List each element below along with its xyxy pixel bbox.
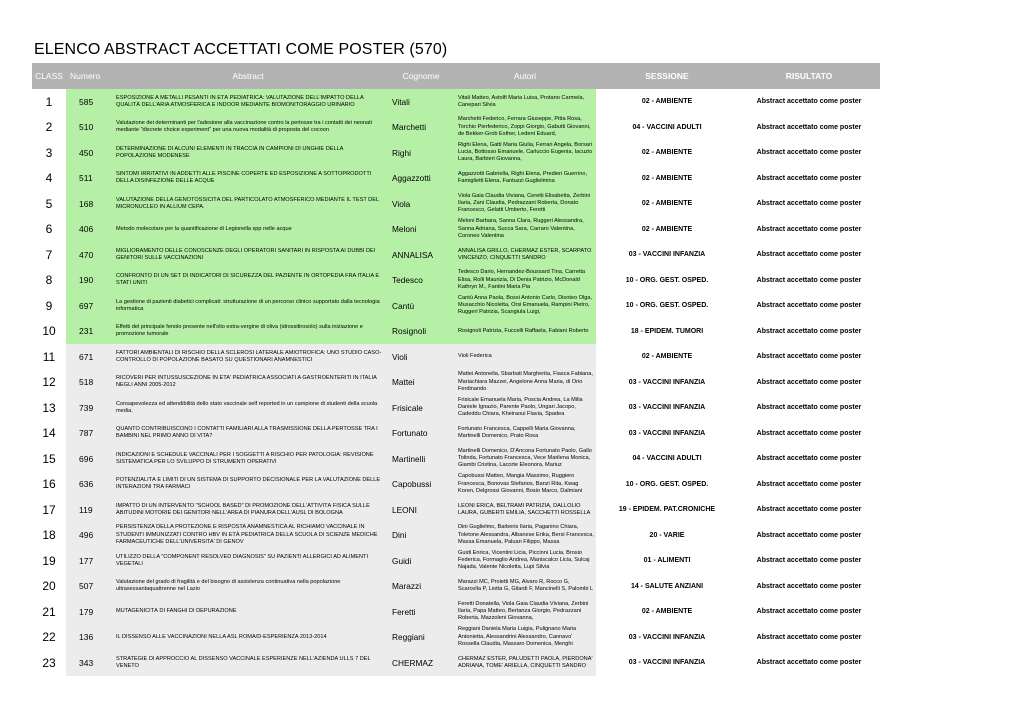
abstract-text: Metodo molecolare per la quantificazione di Legionella spp nelle acque — [116, 225, 292, 232]
table-row — [32, 625, 880, 651]
table-row — [32, 268, 880, 294]
row-cognome-cell: Viola — [388, 191, 454, 217]
abstract-text: Effetti del principale fenolo presente nell'olio extra-vergine di oliva (idrossitirosolo) sulla iniziazione e promozione tumorale — [116, 324, 363, 338]
row-cognome-cell: Cantù — [388, 293, 454, 319]
row-cognome-cell: LEONI — [388, 497, 454, 523]
row-abstract-cell — [108, 497, 388, 523]
row-risultato-cell: Abstract accettato come poster — [756, 174, 862, 182]
row-cognome-cell: Frisicale — [388, 395, 454, 421]
row-risultato-cell: Abstract accettato come poster — [756, 506, 862, 514]
col-header-autori: Autori — [454, 63, 596, 89]
row-risultato-cell: Abstract accettato come poster — [756, 276, 862, 284]
abstract-text: IL DISSENSO ALLE VACCINAZIONI NELLA ASL ROMA/D-ESPERIENZA 2013-2014 — [116, 633, 327, 640]
autori-text: LEONI ERICA, BELTRAMI PATRIZIA, DALLOLIO LAURA, GUBERTI EMILIA, SACCHETTI ROSSELLA — [458, 502, 591, 516]
row-autori-cell — [454, 191, 596, 217]
row-cognome-cell: Guidi — [388, 548, 454, 574]
table-row — [32, 242, 880, 268]
row-sessione-cell: 10 - ORG. GEST. OSPED. — [625, 302, 709, 310]
row-class-cell: 17 — [42, 502, 56, 517]
row-cognome-cell: Marazzi — [388, 574, 454, 600]
row-numero-cell: 343 — [66, 650, 108, 676]
row-numero-cell: 136 — [66, 625, 108, 651]
row-numero-cell: 496 — [66, 523, 108, 549]
row-sessione-cell: 02 - AMBIENTE — [641, 225, 693, 233]
abstract-text: QUANTO CONTRIBUISCONO I CONTATTI FAMILIARI ALLA TRASMISSIONE DELLA PERTOSSE TRA I BAMBINI NEL PRIMO ANNO DI VITA? — [116, 426, 378, 440]
table-row — [32, 472, 880, 498]
row-cognome-cell: Tedesco — [388, 268, 454, 294]
row-numero-cell: 518 — [66, 370, 108, 396]
row-sessione-cell: 03 - VACCINI INFANZIA — [628, 633, 706, 641]
row-sessione-cell: 02 - AMBIENTE — [641, 608, 693, 616]
row-cognome-cell: Mattei — [388, 370, 454, 396]
row-autori-cell — [454, 344, 596, 370]
row-class-cell: 14 — [42, 426, 56, 441]
row-cognome-cell: Fortunato — [388, 421, 454, 447]
autori-text: Violi Federica — [458, 353, 492, 360]
col-header-risultato: RISULTATO — [738, 63, 880, 89]
row-numero-cell: 168 — [66, 191, 108, 217]
row-sessione-cell: 10 - ORG. GEST. OSPED. — [625, 480, 709, 488]
table-row — [32, 217, 880, 243]
row-risultato-cell: Abstract accettato come poster — [756, 455, 862, 463]
autori-text: Capobussi Matteo, Mangia Massimo, Ruggiero Francesca, Bonovas Stefanos, Banzi Rita, Kwag Koren, Delgrossi Giovanni, Bosio Marco, Dalmiani — [458, 473, 583, 494]
row-sessione-cell: 03 - VACCINI INFANZIA — [628, 378, 706, 386]
row-sessione-cell: 14 - SALUTE ANZIANI — [630, 582, 704, 590]
row-autori-cell — [454, 523, 596, 549]
row-risultato-cell: Abstract accettato come poster — [756, 404, 862, 412]
row-risultato-cell: Abstract accettato come poster — [756, 98, 862, 106]
row-abstract-cell — [108, 268, 388, 294]
table-row — [32, 115, 880, 141]
row-risultato-cell: Abstract accettato come poster — [756, 633, 862, 641]
row-abstract-cell — [108, 395, 388, 421]
row-abstract-cell — [108, 191, 388, 217]
abstract-text: ESPOSIZIONE A METALLI PESANTI IN ETÀ PEDIATRICA: VALUTAZIONE DELL'IMPATTO DELLA QUALITÀ DELL'ARIA ATMOSFERICA E INDOOR MEDIANTE BIOMONITORAGGIO URINARIO — [116, 94, 364, 108]
row-sessione-cell: 03 - VACCINI INFANZIA — [628, 251, 706, 259]
row-class-cell: 6 — [45, 222, 53, 237]
abstract-text: Valutazione del grado di fragilità e del bisogno di assistenza continuativa nella popolazione ultrasessantaquattrenne nel Lazio — [116, 579, 341, 593]
table-row — [32, 446, 880, 472]
row-risultato-cell: Abstract accettato come poster — [756, 302, 862, 310]
row-numero-cell: 511 — [66, 166, 108, 192]
row-numero-cell: 739 — [66, 395, 108, 421]
row-class-cell: 12 — [42, 375, 56, 390]
row-cognome-cell: Violi — [388, 344, 454, 370]
row-sessione-cell: 02 - AMBIENTE — [641, 98, 693, 106]
row-class-cell: 9 — [45, 298, 53, 313]
row-class-cell: 1 — [45, 94, 53, 109]
row-cognome-cell: Reggiani — [388, 625, 454, 651]
row-risultato-cell: Abstract accettato come poster — [756, 531, 862, 539]
table-row — [32, 497, 880, 523]
row-autori-cell — [454, 395, 596, 421]
row-risultato-cell: Abstract accettato come poster — [756, 608, 862, 616]
table-row — [32, 650, 880, 676]
row-abstract-cell — [108, 574, 388, 600]
col-header-numero: Numero — [66, 63, 108, 89]
autori-text: Meloni Barbara, Sanna Clara, Ruggeri Alessandra, Sanna Adriana, Succa Sara, Carraro Valentina, Coroneo Valentina — [458, 218, 584, 239]
abstract-text: DETERMINAZIONE DI ALCUNI ELEMENTI IN TRACCIA IN CAMPIONI DI UNGHIE DELLA POPOLAZIONE MODENESE — [116, 145, 344, 159]
autori-text: Martinelli Domenico, D'Ancona Fortunato Paolo, Gallo Tolinda, Fortunato Francesca, Vece Marilena Monica, Giambi Cristina, Lacorte Eleonora, Mariuz — [458, 447, 592, 469]
row-numero-cell: 585 — [66, 89, 108, 115]
autori-text: Feretti Donatella, Viola Gaia Claudia Viviana, Zerbini Ilaria, Papa Matteo, Bertanza Giorgio, Pedrazzani Roberta, Mazzoleni Giovanna, — [458, 600, 589, 622]
row-sessione-cell: 04 - VACCINI ADULTI — [632, 123, 702, 131]
abstract-text: UTILIZZO DELLA "COMPONENT RESOLVED DIAGNOSIS" SU PAZIENTI ALLERGICI AD ALIMENTI VEGETALI — [116, 553, 369, 567]
abstract-table — [32, 63, 880, 676]
row-risultato-cell: Abstract accettato come poster — [756, 327, 862, 335]
row-autori-cell — [454, 446, 596, 472]
table-row — [32, 395, 880, 421]
col-header-cognome: Cognome — [388, 63, 454, 89]
autori-text: Guidi Enrica, Vicentini Licia, Piccinni Lucia, Brosio Federica, Formaglio Andrea, Maniscalco Licia, Sulcaj Najada, Valente Nicoletta, Lupi Silvia — [458, 549, 590, 571]
row-cognome-cell: Dini — [388, 523, 454, 549]
autori-text: Vitali Matteo, Astolfi Maria Luisa, Protano Carmela, Canepari Silvia — [458, 94, 585, 108]
row-numero-cell: 510 — [66, 115, 108, 141]
table-row — [32, 191, 880, 217]
table-row — [32, 344, 880, 370]
row-abstract-cell — [108, 344, 388, 370]
autori-text: Tedesco Dario, Hernandez-Boussard Tina, Carretta Elisa, Rolli Maurizia, Di Denia Patrizio, McDonald Kathryn M., Fantini Maria Pia — [458, 269, 586, 290]
row-risultato-cell: Abstract accettato come poster — [756, 557, 862, 565]
row-autori-cell — [454, 574, 596, 600]
row-autori-cell — [454, 548, 596, 574]
row-risultato-cell: Abstract accettato come poster — [756, 378, 862, 386]
row-cognome-cell: Vitali — [388, 89, 454, 115]
row-risultato-cell: Abstract accettato come poster — [756, 429, 862, 437]
abstract-text: INDICAZIONI E SCHEDULE VACCINALI PER I SOGGETTI A RISCHIO PER PATOLOGIA: REVISIONE SISTEMATICA PER LO SVILUPPO DI STRUMENTI OPERATIVI — [116, 451, 374, 465]
row-sessione-cell: 19 - EPIDEM. PAT.CRONICHE — [618, 506, 716, 514]
row-autori-cell — [454, 599, 596, 625]
row-risultato-cell: Abstract accettato come poster — [756, 353, 862, 361]
row-autori-cell — [454, 650, 596, 676]
row-sessione-cell: 03 - VACCINI INFANZIA — [628, 429, 706, 437]
row-class-cell: 10 — [42, 324, 56, 339]
row-abstract-cell — [108, 115, 388, 141]
row-risultato-cell: Abstract accettato come poster — [756, 149, 862, 157]
row-class-cell: 5 — [45, 196, 53, 211]
row-numero-cell: 671 — [66, 344, 108, 370]
row-class-cell: 18 — [42, 528, 56, 543]
table-row — [32, 421, 880, 447]
row-autori-cell — [454, 319, 596, 345]
row-autori-cell — [454, 217, 596, 243]
row-risultato-cell: Abstract accettato come poster — [756, 582, 862, 590]
row-cognome-cell: ANNALISA — [388, 242, 454, 268]
row-abstract-cell — [108, 242, 388, 268]
row-cognome-cell: CHERMAZ — [388, 650, 454, 676]
row-risultato-cell: Abstract accettato come poster — [756, 225, 862, 233]
abstract-text: RICOVERI PER INTUSSUSCEZIONE IN ETA' PEDIATRICA ASSOCIATI A GASTROENTERITI IN ITALIA NEGLI ANNI 2005-2012 — [116, 375, 377, 389]
row-cognome-cell: Feretti — [388, 599, 454, 625]
row-sessione-cell: 03 - VACCINI INFANZIA — [628, 404, 706, 412]
col-header-abstract: Abstract — [108, 63, 388, 89]
row-abstract-cell — [108, 650, 388, 676]
row-autori-cell — [454, 497, 596, 523]
row-class-cell: 7 — [45, 247, 53, 262]
row-risultato-cell: Abstract accettato come poster — [756, 200, 862, 208]
table-row — [32, 293, 880, 319]
row-cognome-cell: Capobussi — [388, 472, 454, 498]
row-risultato-cell: Abstract accettato come poster — [756, 123, 862, 131]
row-class-cell: 22 — [42, 630, 56, 645]
row-numero-cell: 787 — [66, 421, 108, 447]
row-abstract-cell — [108, 370, 388, 396]
row-abstract-cell — [108, 472, 388, 498]
row-sessione-cell: 18 - EPIDEM. TUMORI — [630, 327, 704, 335]
row-numero-cell: 450 — [66, 140, 108, 166]
row-class-cell: 8 — [45, 273, 53, 288]
autori-text: CHERMAZ ESTER, PALUDETTI PAOLA, PIERDONA' ADRIANA, TOME' ARIELLA, CINQUETTI SANDRO — [458, 655, 593, 669]
row-abstract-cell — [108, 166, 388, 192]
row-abstract-cell — [108, 293, 388, 319]
row-class-cell: 15 — [42, 451, 56, 466]
abstract-text: STRATEGIE DI APPROCCIO AL DISSENSO VACCINALE ESPERIENZE NELL'AZIENDA ULLS 7 DEL VENETO — [116, 655, 371, 669]
abstract-text: MUTAGENICITÀ DI FANGHI DI DEPURAZIONE — [116, 608, 237, 615]
row-risultato-cell: Abstract accettato come poster — [756, 480, 862, 488]
row-abstract-cell — [108, 140, 388, 166]
autori-text: Cantù Anna Paola, Bossi Antonio Carlo, Disoteo Olga, Musacchio Nicoletta, Orsi Emanuela, Rampini Pietro, Ruggeri Patrizia, Scangiula Luigi, — [458, 294, 593, 316]
autori-text: Rosignoli Patrizia, Fuccelli Raffaela, Fabiani Roberto — [458, 327, 589, 334]
row-numero-cell: 696 — [66, 446, 108, 472]
row-abstract-cell — [108, 217, 388, 243]
autori-text: Viola Gaia Claudia Viviana, Ceretti Elisabetta, Zerbini Ilaria, Zani Claudia, Pedrazzani Roberta, Donato Francesco, Gelatti Umberto, Feretti — [458, 192, 590, 214]
row-numero-cell: 190 — [66, 268, 108, 294]
table-row — [32, 574, 880, 600]
row-abstract-cell — [108, 599, 388, 625]
autori-text: Marazzi MC, Proietti MG, Alvaro R, Rocco G, Scarcella P, Liotta G, Gilardi F, Mancinelli S, Palombi L — [458, 579, 594, 593]
table-row — [32, 140, 880, 166]
row-autori-cell — [454, 293, 596, 319]
row-autori-cell — [454, 472, 596, 498]
row-abstract-cell — [108, 548, 388, 574]
row-class-cell: 4 — [45, 171, 53, 186]
abstract-text: PERSISTENZA DELLA PROTEZIONE E RISPOSTA ANAMNESTICA AL RICHIAMO VACCINALE IN STUDENTI IMMUNIZZATI CONTRO HBV IN ETÀ PEDIATRICA DELLA SCUOLA DI SCIENZE MEDICHE FARMACEUTICHE DELL'UNIVERSITA' DI GENOV — [116, 524, 378, 545]
row-sessione-cell: 10 - ORG. GEST. OSPED. — [625, 276, 709, 284]
row-abstract-cell — [108, 523, 388, 549]
abstract-text: POTENZIALITÀ E LIMITI DI UN SISTEMA DI SUPPORTO DECISIONALE PER LA VALUTAZIONE DELLE INTERAZIONI TRA FARMACI — [116, 477, 381, 491]
table-row — [32, 548, 880, 574]
abstract-text: SINTOMI IRRITATIVI IN ADDETTI ALLE PISCINE COPERTE ED ESPOSIZIONE A SOTTOPRODOTTI DELLA DISINFEZIONE DELLE ACQUE — [116, 171, 372, 185]
row-class-cell: 16 — [42, 477, 56, 492]
autori-text: Dini Guglielmo, Barberis Ilaria, Paganino Chiara, Toletone Alessandra, Albanese Erika, Bersi Francesca, Massa Emanuela, Paluan Filippo, Massa — [458, 524, 594, 545]
row-class-cell: 21 — [42, 604, 56, 619]
header-row — [32, 63, 880, 89]
row-autori-cell — [454, 268, 596, 294]
row-class-cell: 20 — [42, 579, 56, 594]
row-autori-cell — [454, 370, 596, 396]
row-autori-cell — [454, 89, 596, 115]
abstract-text: IMPATTO DI UN INTERVENTO "SCHOOL BASED" DI PROMOZIONE DELL'ATTIVITÀ FISICA SULLE ABITUDINI MOTORIE DEI GENITORI NELL'AREA DI PIANURA DELL'AUSL DI BOLOGNA — [116, 502, 370, 516]
row-autori-cell — [454, 421, 596, 447]
abstract-text: CONFRONTO DI UN SET DI INDICATORI DI SICUREZZA DEL PAZIENTE IN ORTOPEDIA FRA ITALIA E STATI UNITI — [116, 273, 380, 287]
row-numero-cell: 507 — [66, 574, 108, 600]
table-row — [32, 89, 880, 115]
row-sessione-cell: 02 - AMBIENTE — [641, 149, 693, 157]
row-numero-cell: 697 — [66, 293, 108, 319]
row-cognome-cell: Righi — [388, 140, 454, 166]
row-class-cell: 13 — [42, 400, 56, 415]
row-cognome-cell: Marchetti — [388, 115, 454, 141]
row-numero-cell: 470 — [66, 242, 108, 268]
col-header-sessione: SESSIONE — [596, 63, 738, 89]
row-class-cell: 11 — [42, 349, 56, 364]
row-autori-cell — [454, 140, 596, 166]
row-sessione-cell: 20 - VARIE — [649, 531, 685, 539]
row-class-cell: 2 — [45, 120, 53, 135]
row-autori-cell — [454, 242, 596, 268]
autori-text: Mattei Antonella, Sbarbati Margherita, Fiasca Fabiana, Mariachiara Mazzei, Angelone Anna Maria, di Orio Ferdinando — [458, 371, 593, 392]
row-risultato-cell: Abstract accettato come poster — [756, 659, 862, 667]
row-numero-cell: 231 — [66, 319, 108, 345]
row-autori-cell — [454, 625, 596, 651]
autori-text: Frisicale Emanuela Maria, Poscia Andrea, La Milia Daniele Ignazio, Parente Paolo, Ungari Jacopo, Cadeddu Chiara, Kheiraoui Flavia, Spadea — [458, 396, 583, 418]
abstract-text: VALUTAZIONE DELLA GENOTOSSICITÀ DEL PARTICOLATO ATMOSFERICO MEDIANTE IL TEST DEL MICRONUCLEO IN ALLIUM CEPA. — [116, 196, 379, 210]
row-sessione-cell: 02 - AMBIENTE — [641, 200, 693, 208]
abstract-text: La gestione di pazienti diabetici complicati: strutturazione di un percorso clinico supportato dalla tecnologia informatica — [116, 298, 380, 312]
row-class-cell: 19 — [42, 553, 56, 568]
row-sessione-cell: 03 - VACCINI INFANZIA — [628, 659, 706, 667]
row-numero-cell: 406 — [66, 217, 108, 243]
autori-text: Reggiani Daniela Maria Luigia, Pulignano Maria Antonietta, Alessandrini Alessandro, Cannavo' Rossella Claudia, Massaro Domenica, Menghi — [458, 626, 577, 647]
abstract-text: MIGLIORAMENTO DELLE CONOSCENZE DEGLI OPERATORI SANITARI IN RISPOSTA AI DUBBI DEI GENITORI SULLE VACCINAZIONI — [116, 247, 376, 261]
row-autori-cell — [454, 115, 596, 141]
row-autori-cell — [454, 166, 596, 192]
row-numero-cell: 636 — [66, 472, 108, 498]
row-abstract-cell — [108, 89, 388, 115]
row-sessione-cell: 04 - VACCINI ADULTI — [632, 455, 702, 463]
table-row — [32, 599, 880, 625]
row-sessione-cell: 01 - ALIMENTI — [643, 557, 691, 565]
col-header-class: CLASS — [32, 63, 66, 89]
row-cognome-cell: Martinelli — [388, 446, 454, 472]
abstract-text: Valutazione dei determinanti per l'adesione alla vaccinazione contro la pertosse tra i contatti dei neonati mediante "discrete choice experiment" per una nuova modalità di proposta del cocoon — [116, 120, 372, 134]
table-row — [32, 523, 880, 549]
autori-text: Fortunato Francesca, Cappelli Maria Giovanna, Martinelli Domenico, Prato Rosa — [458, 426, 576, 440]
row-abstract-cell — [108, 625, 388, 651]
autori-text: Righi Elena, Gatti Maria Giulia, Ferrari Angela, Borsari Lucia, Bottosso Emanuele, Carluccio Eugenia, Iacuzio Laura, Barbieri Giovanna, — [458, 141, 593, 163]
abstract-text: FATTORI AMBIENTALI DI RISCHIO DELLA SCLEROSI LATERALE AMIOTROFICA: UNO STUDIO CASO-CONTROLLO DI POPOLAZIONE BASATO SU QUESTIONARI ANAMNESTICI — [116, 349, 382, 363]
autori-text: Marchetti Federico, Ferrara Giuseppe, Pitta Rosa, Torchio Pierfederico, Zoppi Giorgio, Gabutti Giovanni, de Bekker-Grob Esther, Ledent Eduard, — [458, 116, 591, 137]
row-numero-cell: 179 — [66, 599, 108, 625]
row-class-cell: 23 — [42, 655, 56, 670]
autori-text: Aggazzotti Gabriella, Righi Elena, Predieri Guerrino, Famiglietti Elena, Fantuzzi Guglielmina — [458, 171, 588, 185]
table-row — [32, 166, 880, 192]
row-cognome-cell: Aggazzotti — [388, 166, 454, 192]
row-abstract-cell — [108, 319, 388, 345]
row-numero-cell: 177 — [66, 548, 108, 574]
table-row — [32, 319, 880, 345]
row-cognome-cell: Meloni — [388, 217, 454, 243]
page-title: ELENCO ABSTRACT ACCETTATI COME POSTER (570) — [34, 41, 448, 58]
row-sessione-cell: 02 - AMBIENTE — [641, 174, 693, 182]
row-class-cell: 3 — [45, 145, 53, 160]
row-abstract-cell — [108, 421, 388, 447]
row-numero-cell: 119 — [66, 497, 108, 523]
autori-text: ANNALISA GRILLO, CHERMAZ ESTER, SCARPATO VINCENZO, CINQUETTI SANDRO — [458, 247, 592, 261]
row-risultato-cell: Abstract accettato come poster — [756, 251, 862, 259]
row-cognome-cell: Rosignoli — [388, 319, 454, 345]
abstract-text: Consapevolezza ed attendibilità dello stato vaccinale self reported in un campione di studenti della scuola media. — [116, 400, 378, 414]
table-row — [32, 370, 880, 396]
row-sessione-cell: 02 - AMBIENTE — [641, 353, 693, 361]
row-abstract-cell — [108, 446, 388, 472]
